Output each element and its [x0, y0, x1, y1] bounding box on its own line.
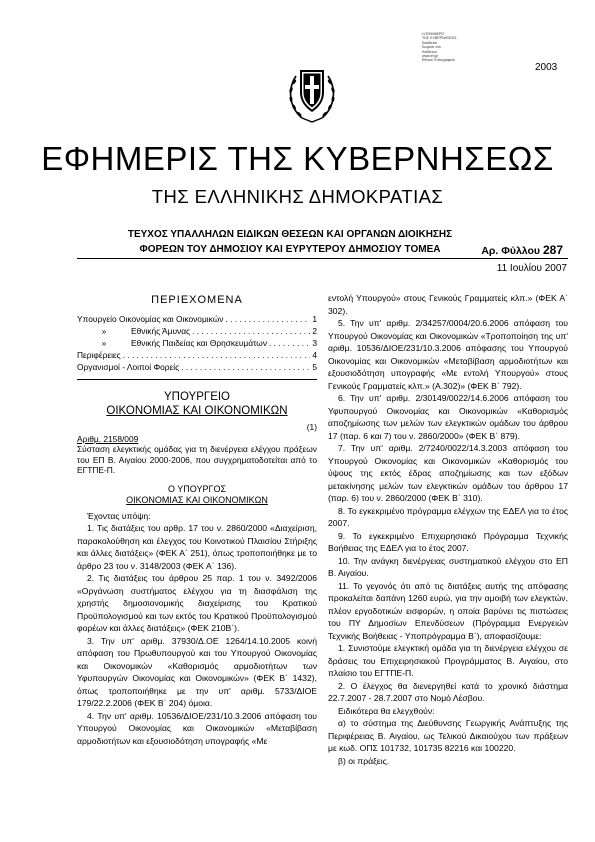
- body-paragraph: β) οι πράξεις.: [338, 755, 390, 766]
- body-paragraph: 1. Τις διατάξεις του αρθρ. 17 του ν. 2860/2000 «Διαχείριση, παρακολούθηση και έλεγχος του Κοινοτικού Πλαισίου Στήριξης και άλλες διατάξεις» (ΦΕΚ Α΄ 251), όπως τροποποιήθηκε με το άρθρο 23 του ν. 3148/2003 (ΦΕΚ Α΄ 136).: [77, 523, 317, 571]
- minister-heading-line1: Ο ΥΠΟΥΡΓΟΣ: [167, 483, 227, 494]
- toc-prefix: Υπουργείο: [77, 313, 120, 324]
- body-paragraph: εντολή Υπουργού» στους Γενικούς Γραμματείς κλπ.» (ΦΕΚ Α΄ 302).: [328, 293, 568, 316]
- toc-title: Οργανισμοί - Λοιποί Φορείς: [77, 361, 180, 372]
- body-paragraph: Έχοντας υπόψη:: [87, 510, 151, 521]
- corner-note-line: διατίθεται: [422, 40, 437, 45]
- gazette-title: ΕΦΗΜΕΡΙΣ ΤΗΣ ΚΥΒΕΡΝΗΣΕΩΣ: [41, 140, 554, 177]
- body-paragraph: 5. Την υπ' αριθμ. 2/34257/0004/20.6.2006 απόφαση του Υπουργού Οικονομίας και Οικονομικών «Τροποποίηση της υπ' αριθμ. 10536/ΔΙΟΕ/231/10.3.2006 απόφασης του Υπουργού Οικονομίας και Οικονομικών «Μεταβίβαση αρμοδιοτήτων και εξουσιοδότηση υπογραφής «Με εντολή Υπουργού» στους Γενικούς Γραμματείς κλπ.» (Α.302)» (ΦΕΚ Β΄ 792).: [328, 318, 568, 391]
- header-rule: [77, 258, 568, 259]
- body-paragraph: α) το σύστημα της Διεύθυνσης Γεωργικής Ανάπτυξης της Περιφέρειας Β. Αιγαίου, ως Τελικού Δικαιούχου των πράξεων με κωδ. ΟΠΣ 101732, 101735 82216 και 100220.: [328, 718, 568, 753]
- corner-note-line: ΤΗΣ ΚΥΒΕΡΝΗΣΕΩΣ: [422, 36, 457, 41]
- left-column: [77, 292, 317, 747]
- body-paragraph: 8. Το εγκεκριμένο πρόγραμμα ελέγχων της ΕΔΕΛ για το έτος 2007.: [328, 505, 568, 528]
- section-divider: [77, 379, 317, 380]
- toc-page: 2: [312, 325, 317, 336]
- body-paragraph: Ειδικότερα θα ελεγχθούν:: [338, 705, 435, 716]
- ministry-heading: [77, 390, 317, 418]
- toc-prefix: »: [101, 325, 107, 336]
- issue-type: [120, 227, 460, 257]
- toc-title: Εθνικής Παιδείας και Θρησκευμάτων: [131, 337, 268, 348]
- sheet-number: [481, 243, 563, 257]
- issue-type-line1: ΤΕΥΧΟΣ ΥΠΑΛΛΗΛΩΝ ΕΙΔΙΚΩΝ ΘΕΣΕΩΝ ΚΑΙ ΟΡΓΑΝΩΝ ΔΙΟΙΚΗΣΗΣ: [127, 229, 453, 240]
- toc-page: 3: [312, 337, 317, 348]
- ministry-heading-line2: ΟΙΚΟΝΟΜΙΑΣ ΚΑΙ ΟΙΚΟΝΟΜΙΚΩΝ: [106, 404, 288, 417]
- toc-title: Εθνικής Άμυνας: [131, 325, 191, 336]
- corner-note-line: διαδίκτυο: [422, 49, 437, 54]
- decision-header: [77, 434, 317, 476]
- corner-note: [422, 32, 474, 63]
- corner-note-line: δωρεάν στο: [422, 45, 441, 50]
- toc-leader: [123, 349, 311, 361]
- minister-heading: [77, 484, 317, 506]
- toc-row[interactable]: [77, 361, 317, 373]
- right-column: [328, 292, 568, 767]
- toc-row[interactable]: [77, 313, 317, 325]
- gazette-subtitle: ΤΗΣ ΕΛΛΗΝΙΚΗΣ ΔΗΜΟΚΡΑΤΙΑΣ: [151, 186, 444, 207]
- toc-page: 4: [312, 349, 317, 360]
- issue-date: 11 Ιουλίου 2007: [496, 263, 567, 274]
- toc-leader: [181, 361, 310, 373]
- sheet-label: Αρ. Φύλλου: [481, 245, 541, 257]
- body-paragraph: 4. Την υπ' αριθμ. 10536/ΔΙΟΕ/231/10.3.2006 απόφαση του Υπουργού Οικονομίας και Οικονομικών «Μεταβίβαση αρμοδιοτήτων και εξουσιοδότηση υπογραφής «Με: [77, 710, 317, 746]
- ministry-heading-line1: ΥΠΟΥΡΓΕΙΟ: [163, 390, 231, 403]
- body-paragraph: 7. Την υπ' αριθμ. 2/7240/0022/14.3.2003 απόφαση του Υπουργού Οικονομίας και Οικονομικών «Καθορισμός του ύψους της εκτός έδρας αποζημίωσης και των εξόδων μετακίνησης μελών των ελεγκτικών ομάδων του άρθρου 17 (παρ. 6) του ν. 2860/2000 (ΦΕΚ Β΄ 310).: [328, 443, 568, 503]
- toc-row[interactable]: [77, 337, 317, 349]
- toc-leader: [192, 325, 310, 337]
- corner-note-line: Η ΕΦΗΜΕΡΙΣ: [422, 32, 445, 36]
- toc-row[interactable]: [77, 325, 317, 337]
- corner-note-line: www.et.gr: [422, 54, 438, 59]
- toc-row[interactable]: [77, 349, 317, 361]
- toc-page: 1: [312, 313, 317, 324]
- greek-coat-of-arms-icon: [286, 62, 338, 126]
- toc-title: Περιφέρειες: [77, 349, 121, 360]
- body-paragraph: 2. Ο έλεγχος θα διενεργηθεί κατά το χρονικό διάστημα 22.7.2007 - 28.7.2007 στο Νομό Λέσβου.: [328, 680, 568, 703]
- body-paragraph: 9. Το εγκεκριμένο Επιχειρησιακό Πρόγραμμα Τεχνικής Βοήθειας της ΕΔΕΛ για το έτος 2007.: [328, 530, 568, 553]
- toc-leader: [269, 337, 310, 349]
- toc-heading: ΠΕΡΙΕΧΟΜΕΝΑ: [151, 294, 243, 306]
- toc-page: 5: [312, 361, 317, 372]
- decision-reference: Αριθμ. 2158/009: [77, 433, 139, 444]
- toc-prefix: »: [101, 337, 107, 348]
- body-paragraph: 2. Τις διατάξεις του άρθρου 25 παρ. 1 του ν. 3492/2006 «Οργάνωση συστήματος ελέγχου για τη διασφάλιση της χρηστής δημοσιονομικής διαχείρισης του Κρατικού Προϋπολογισμού και των εκτός του Κρατικού Προϋπολογισμού φορέων και άλλες διατάξεις» (ΦΕΚ 210Β΄).: [77, 573, 317, 633]
- toc-title: Οικονομίας και Οικονομικών: [119, 313, 224, 324]
- minister-heading-line2: ΟΙΚΟΝΟΜΙΑΣ ΚΑΙ ΟΙΚΟΝΟΜΙΚΩΝ: [126, 494, 268, 505]
- toc-leader: [225, 313, 310, 325]
- year-label: 2003: [535, 62, 558, 73]
- body-paragraph: 1. Συνιστούμε ελεγκτική ομάδα για τη διενέργεια ελέγχου σε δράσεις του Επιχειρησιακού Προγράμματος Β. Αιγαίου, στο πλαίσιο του ΕΓΤΠΕ-Π.: [328, 643, 568, 678]
- body-paragraph: 11. Το γεγονός ότι από τις διατάξεις αυτής της απόφασης προκαλείται δαπάνη 1260 ευρώ, για την αμοιβή των ελεγκτών, πλέον εργοδοτικών εισφορών, η οποία βαρύνει τις πιστώσεις του ΠΥ Δημοσίων Επενδύσεων (Πρόγραμμα Ενεργειών Τεχνικής Βοήθειας - Υποπρόγραμμα Β΄), αποφασίζουμε:: [328, 580, 568, 641]
- corner-note-line: Εθνικό Τυπογραφείο: [422, 58, 455, 63]
- decision-number: (1): [306, 421, 317, 432]
- body-paragraph: 10. Την ανάγκη διενέργειας συστηματικού ελέγχου στο ΕΠ Β. Αιγαίου.: [328, 555, 568, 578]
- sheet-number-value: 287: [542, 243, 563, 257]
- decision-title: Σύσταση ελεγκτικής ομάδας για τη διενέργεια ελέγχου πράξεων του ΕΠ Β. Αιγαίου 2000-2006, που συγχρηματοδοτείται από το ΕΓΤΠΕ-Π.: [77, 444, 317, 475]
- issue-type-line2: ΦΟΡΕΩΝ ΤΟΥ ΔΗΜΟΣΙΟΥ ΚΑΙ ΕΥΡΥΤΕΡΟΥ ΔΗΜΟΣΙΟΥ ΤΟΜΕΑ: [139, 244, 441, 255]
- body-paragraph: 3. Την υπ' αριθμ. 37930/Δ.ΟΕ 1264/14.10.2005 κοινή απόφαση του Πρωθυπουργού και του Υπουργού Οικονομίας και Οικονομικών «Καθορισμός αρμοδιοτήτων των Υφυπουργών Οικονομίας και Οικονομικών» (ΦΕΚ Β΄ 1432), όπως τροποποιήθηκε με την υπ' αριθμ. 5733/ΔΙΟΕ 179/22.2.2006 (ΦΕΚ Β΄ 204) όμοια.: [77, 635, 317, 708]
- body-paragraph: 6. Την υπ' αριθμ. 2/30149/0022/14.6.2006 απόφαση του Υφυπουργού Οικονομίας και Οικονομικών «Καθορισμός αποζημίωσης των μελών των ελεγκτικών ομάδων του άρθρου 17 (παρ. 6 και 7) του ν. 2860/2000» (ΦΕΚ Β΄ 879).: [328, 393, 568, 441]
